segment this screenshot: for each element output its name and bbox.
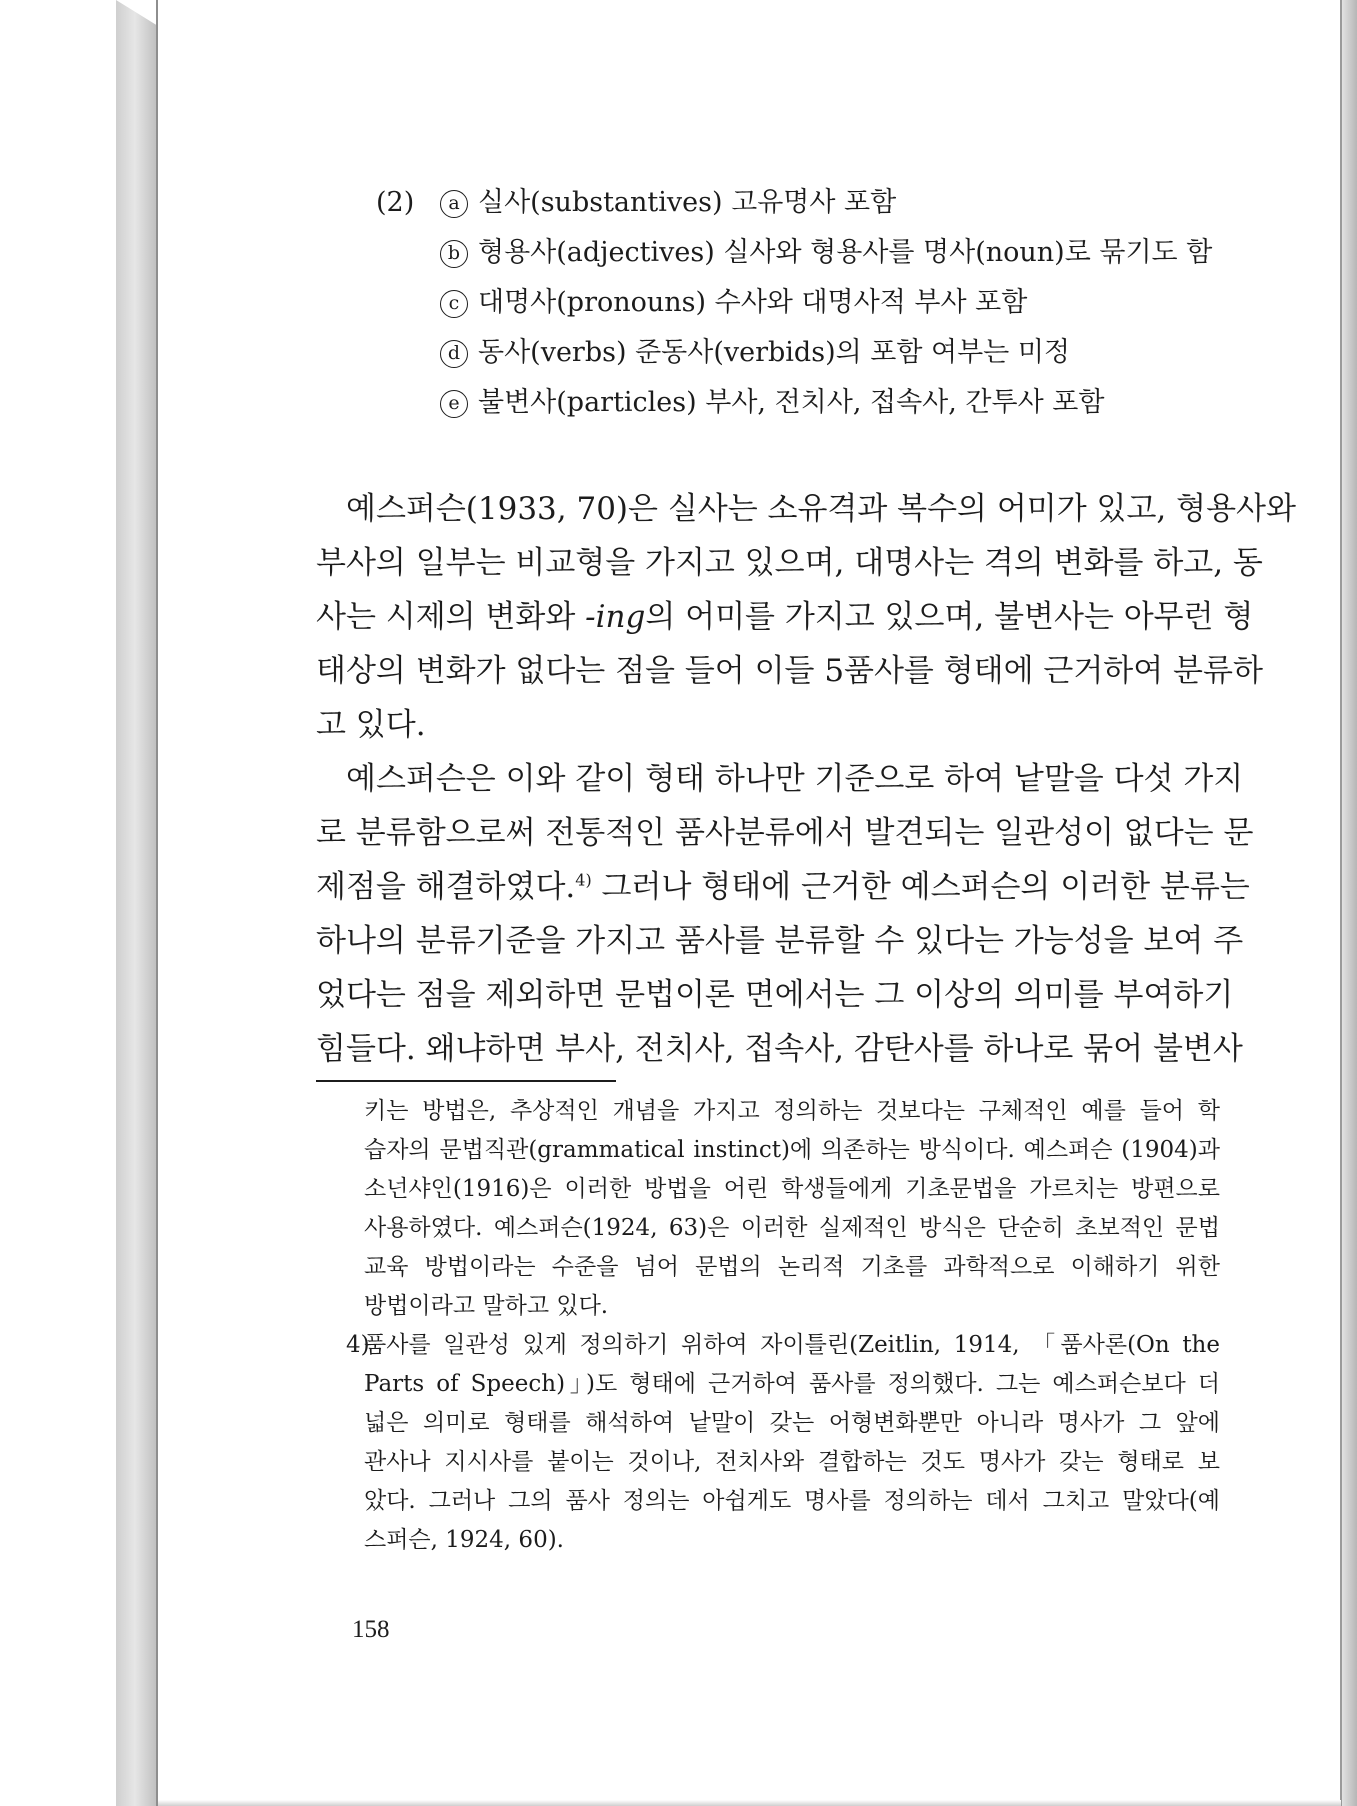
footnote-line — [316, 1326, 1220, 1365]
footnote-line: 키는 방법은, 추상적인 개념을 가지고 정의하는 것보다는 구체적인 예를 들어 학 — [364, 1098, 1220, 1124]
footnote-rule — [316, 1080, 616, 1082]
example-item-text: 대명사(pronouns) 수사와 대명사적 부사 포함 — [478, 287, 1028, 318]
circled-marker: e — [440, 390, 468, 418]
footnote-line: 방법이라고 말하고 있다. — [364, 1293, 609, 1319]
page-number: 158 — [352, 1616, 390, 1643]
page-right-edge — [1341, 0, 1357, 1806]
example-item-text: 불변사(particles) 부사, 전치사, 접속사, 간투사 포함 — [478, 387, 1105, 418]
footnote-line: 스퍼슨, 1924, 60). — [364, 1527, 564, 1553]
footnote-line: 교육 방법이라는 수준을 넘어 문법의 논리적 기초를 과학적으로 이해하기 위한 — [364, 1254, 1220, 1280]
example-item-text: 형용사(adjectives) 실사와 형용사를 명사(noun)로 묶기도 함 — [478, 237, 1213, 268]
example-item-text: 동사(verbs) 준동사(verbids)의 포함 여부는 미정 — [478, 337, 1071, 368]
paragraph-line: 태상의 변화가 없다는 점을 들어 이들 5품사를 형태에 근거하여 분류하 — [316, 653, 1263, 689]
paragraph-line: 힘들다. 왜냐하면 부사, 전치사, 접속사, 감탄사를 하나로 묶어 불변사 — [316, 1031, 1243, 1067]
example-item — [376, 278, 1216, 328]
example-item-text: 실사(substantives) 고유명사 포함 — [478, 187, 897, 218]
page-left-edge — [156, 0, 158, 1806]
footnote-line: 소넌샤인(1916)은 이러한 방법을 어린 학생들에게 기초문법을 가르치는 방편으로 — [364, 1176, 1220, 1202]
paragraph-line: 부사의 일부는 비교형을 가지고 있으며, 대명사는 격의 변화를 하고, 동 — [316, 545, 1263, 581]
example-item — [376, 378, 1216, 428]
text-run: 그러나 형태에 근거한 예스퍼슨의 이러한 분류는 — [591, 869, 1250, 905]
example-item — [376, 328, 1216, 378]
paragraph-line: 예스퍼슨은 이와 같이 형태 하나만 기준으로 하여 낱말을 다섯 가지 — [346, 761, 1244, 797]
page-bottom-shadow — [158, 1800, 1341, 1806]
italic-suffix: -ing — [585, 599, 646, 635]
footnote-number: 4) — [346, 1332, 370, 1358]
text-run: 품사를 일관성 있게 정의하기 위하여 자이틀린(Zeitlin, 1914, 「품사론(On the — [364, 1332, 1220, 1358]
footnote-ref: 4) — [575, 870, 592, 890]
circled-marker: c — [440, 290, 468, 318]
circled-marker: b — [440, 240, 468, 268]
footnote-line: Parts of Speech)」)도 형태에 근거하여 품사를 정의했다. 그는 예스퍼슨보다 더 — [364, 1371, 1220, 1397]
paragraph-line — [316, 590, 1254, 644]
footnotes — [316, 1092, 1220, 1560]
example-list — [376, 178, 1216, 428]
paragraph-line: 었다는 점을 제외하면 문법이론 면에서는 그 이상의 의미를 부여하기 — [316, 977, 1234, 1013]
circled-marker: a — [440, 190, 468, 218]
paragraph-line — [316, 860, 1250, 914]
example-item — [376, 228, 1216, 278]
footnote-line: 사용하였다. 예스퍼슨(1924, 63)은 이러한 실제적인 방식은 단순히 초보적인 문법 — [364, 1215, 1220, 1241]
body-text — [316, 482, 1296, 1076]
footnote-line: 습자의 문법직관(grammatical instinct)에 의존하는 방식이다. 예스퍼슨 (1904)과 — [364, 1137, 1220, 1163]
paragraph-line: 하나의 분류기준을 가지고 품사를 분류할 수 있다는 가능성을 보여 주 — [316, 923, 1244, 959]
book-spine — [116, 0, 158, 1806]
book-spine-corner — [116, 0, 158, 26]
paragraph-line: 로 분류함으로써 전통적인 품사분류에서 발견되는 일관성이 없다는 문 — [316, 815, 1254, 851]
page-right-edge-line — [1340, 0, 1342, 1806]
paragraph-line: 예스퍼슨(1933, 70)은 실사는 소유격과 복수의 어미가 있고, 형용사와 — [346, 491, 1296, 527]
example-number: (2) — [376, 187, 415, 218]
footnote-line: 았다. 그러나 그의 품사 정의는 아쉽게도 명사를 정의하는 데서 그치고 말았다(예 — [364, 1488, 1220, 1514]
text-run: 사는 시제의 변화와 — [316, 599, 576, 635]
footnote-line: 관사나 지시사를 붙이는 것이나, 전치사와 결합하는 것도 명사가 갖는 형태로 보 — [364, 1449, 1220, 1475]
paragraph-line: 고 있다. — [316, 707, 426, 743]
text-run: 의 어미를 가지고 있으며, 불변사는 아무런 형 — [645, 599, 1254, 635]
text-run: 제점을 해결하였다. — [316, 869, 576, 905]
footnote-line: 넓은 의미로 형태를 해석하여 낱말이 갖는 어형변화뿐만 아니라 명사가 그 앞에 — [364, 1410, 1220, 1436]
example-item — [376, 178, 1216, 228]
circled-marker: d — [440, 340, 468, 368]
